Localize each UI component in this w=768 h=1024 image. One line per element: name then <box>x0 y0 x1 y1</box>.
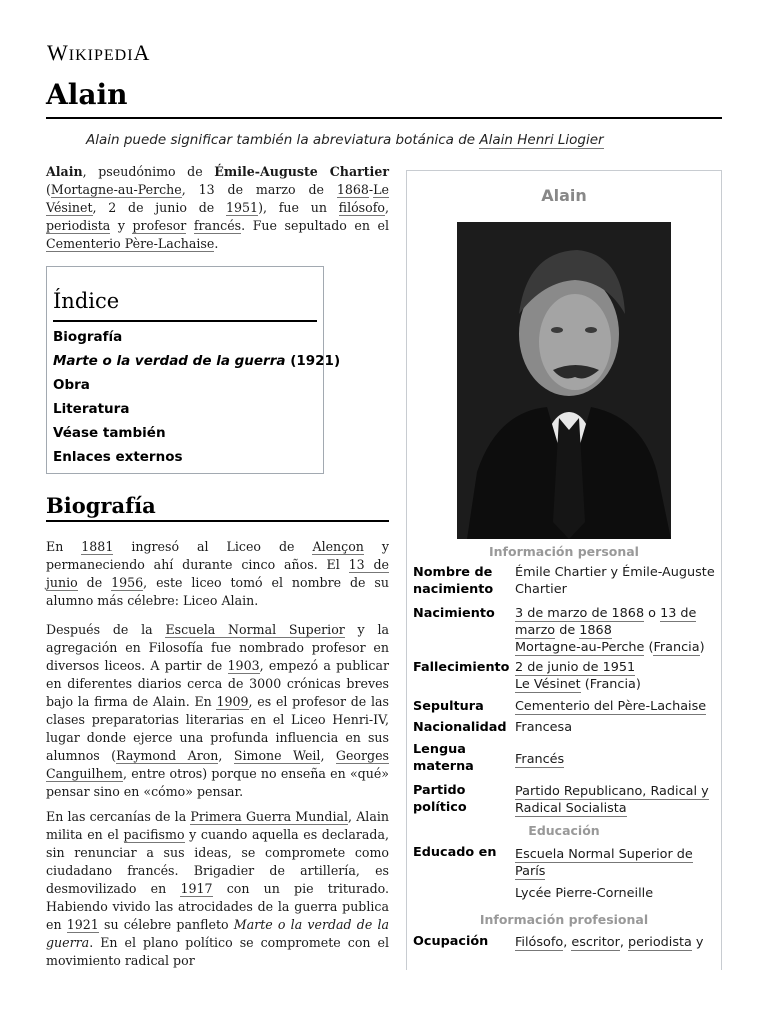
link-sepultura[interactable]: Cementerio del Père-Lachaise <box>515 699 707 714</box>
link-1956[interactable]: 1956 <box>111 575 144 590</box>
toc-item-vease-tambien[interactable]: Véase también <box>53 425 166 441</box>
link-nacimiento-fecha[interactable]: 3 de marzo de 1868 <box>515 606 645 621</box>
link-escuela-normal[interactable]: Escuela Normal Superior <box>165 622 345 637</box>
value-nacionalidad: Francesa <box>515 720 573 735</box>
value-nombre: Émile Chartier y Émile-Auguste Chartier <box>515 565 715 597</box>
label-lengua: Lengua materna <box>413 742 474 774</box>
link-primera-guerra[interactable]: Primera Guerra Mundial <box>190 809 349 824</box>
link-francia[interactable]: Francia <box>653 640 700 655</box>
link-1868[interactable]: 1868 <box>336 182 369 197</box>
infobox-section-educacion: Educación <box>528 823 600 838</box>
value-sepultura <box>515 698 715 715</box>
link-le-vesinet[interactable]: Le Vésinet <box>46 182 389 215</box>
link-13-de-junio[interactable]: 13 de junio <box>46 557 389 590</box>
link-le-vesinet-infobox[interactable]: Le Vésinet <box>515 677 581 692</box>
link-alencon[interactable]: Alençon <box>312 539 364 554</box>
portrait-image <box>457 222 671 539</box>
value-fallecimiento: 2 de junio de 1951 Le Vésinet (Francia) <box>515 660 641 692</box>
link-simone-weil[interactable]: Simone Weil <box>233 748 321 763</box>
label-educado: Educado en <box>413 845 497 860</box>
value-partido <box>515 783 715 817</box>
label-sepultura: Sepultura <box>413 699 484 714</box>
toc-item-biografia[interactable]: Biografía <box>53 329 123 345</box>
infobox-section-personal: Información personal <box>489 544 639 559</box>
section-divider <box>46 520 389 522</box>
link-periodista-infobox[interactable]: periodista <box>628 935 692 950</box>
label-ocupacion: Ocupación <box>413 934 489 949</box>
link-pacifismo[interactable]: pacifismo <box>123 827 185 842</box>
value-lengua <box>515 751 715 768</box>
link-1868-infobox[interactable]: 1868 <box>579 623 612 638</box>
link-frances-infobox[interactable]: Francés <box>515 752 565 767</box>
link-mortagne-infobox[interactable]: Mortagne-au-Perche <box>515 640 645 655</box>
table-of-contents <box>46 266 341 474</box>
infobox-title: Alain <box>541 186 587 205</box>
link-frances[interactable]: francés <box>193 218 242 233</box>
link-mortagne[interactable]: Mortagne-au-Perche <box>50 182 182 197</box>
label-nacimiento: Nacimiento <box>413 606 495 621</box>
link-1917[interactable]: 1917 <box>180 881 213 896</box>
link-1881[interactable]: 1881 <box>81 539 114 554</box>
label-partido: Partido político <box>413 783 467 815</box>
link-filosofo[interactable]: filósofo <box>338 200 385 215</box>
link-cementerio[interactable]: Cementerio Père-Lachaise <box>46 236 215 251</box>
infobox-section-profesional: Información profesional <box>479 912 649 927</box>
link-filosofo-infobox[interactable]: Filósofo <box>515 935 564 950</box>
link-13-de-marzo[interactable]: 13 de marzo <box>515 606 697 638</box>
infobox <box>406 170 722 970</box>
link-fallecimiento-fecha[interactable]: 2 de junio de 1951 <box>515 660 636 675</box>
hatnote: Alain puede significar también la abreviatura botánica de Alain Henri Liogier <box>86 132 604 148</box>
biografia-paragraph-3: En las cercanías de la Primera Guerra Mundial, Alain milita en el pacifismo y cuando aquella es declarada, sin renunciar a sus ideas, se compromete como ciudadano francés. Brigadier de artillería, es desmovilizado en 1917 con un pie triturado. Habiendo vivido las atrocidades de la guerra publica en 1921 su célebre panfleto Marte o la verdad de la guerra. En el plano político se compromete con el movimiento radical por <box>46 809 389 968</box>
page-title: Alain <box>46 78 128 111</box>
value-ocupacion: Filósofo, escritor, periodista y <box>515 935 704 950</box>
value-educado-2: Lycée Pierre-Corneille <box>515 886 654 901</box>
label-nombre: Nombre de nacimiento <box>413 565 494 597</box>
link-periodista[interactable]: periodista <box>46 218 111 233</box>
toc-title: Índice <box>53 289 120 313</box>
link-escuela-normal-infobox[interactable]: Escuela Normal Superior de París <box>515 847 693 879</box>
section-heading-biografia: Biografía <box>46 493 156 518</box>
toc-item-obra[interactable]: Obra <box>53 377 90 393</box>
toc-item-literatura[interactable]: Literatura <box>53 401 130 417</box>
link-1903[interactable]: 1903 <box>227 658 260 673</box>
toc-divider <box>53 320 317 322</box>
biografia-paragraph-1: En 1881 ingresó al Liceo de Alençon y permaneciendo ahí durante cinco años. El 13 de junio de 1956, este liceo tomó el nombre de su alumno más célebre: Liceo Alain. <box>46 539 389 608</box>
value-nacimiento: 3 de marzo de 1868 o 13 de marzo de 1868 Mortagne-au-Perche (Francia) <box>515 606 705 655</box>
link-georges-canguilhem[interactable]: Georges Canguilhem <box>46 748 389 781</box>
wikipedia-logo[interactable]: WIKIPEDIA <box>47 40 151 65</box>
value-educado-1 <box>515 846 715 880</box>
hatnote-link[interactable]: Alain Henri Liogier <box>479 132 604 148</box>
link-partido[interactable]: Partido Republicano, Radical y Radical Socialista <box>515 784 709 816</box>
toc-item-marte[interactable]: Marte o la verdad de la guerra (1921) <box>53 353 341 369</box>
label-nacionalidad: Nacionalidad <box>413 720 507 735</box>
label-fallecimiento: Fallecimiento <box>413 660 510 675</box>
link-raymond-aron[interactable]: Raymond Aron <box>116 748 219 763</box>
link-1909[interactable]: 1909 <box>216 694 249 709</box>
intro-paragraph: Alain, pseudónimo de Émile-Auguste Chartier (Mortagne-au-Perche, 13 de marzo de 1868-Le Vésinet, 2 de junio de 1951), fue un filósofo, periodista y profesor francés. Fue sepultado en el Cementerio Père-Lachaise. <box>46 164 389 251</box>
title-divider <box>46 117 722 119</box>
toc-item-enlaces-externos[interactable]: Enlaces externos <box>53 449 183 465</box>
link-profesor[interactable]: profesor <box>132 218 187 233</box>
link-1951[interactable]: 1951 <box>226 200 259 215</box>
link-1921[interactable]: 1921 <box>66 917 99 932</box>
portrait-photo[interactable] <box>457 222 671 539</box>
biografia-paragraph-2: Después de la Escuela Normal Superior y la agregación en Filosofía fue nombrado profesor en diversos liceos. A partir de 1903, empezó a publicar en diferentes diarios cerca de 3000 crónicas breves bajo la firma de Alain. En 1909, es el profesor de las clases preparatorias literarias en el Liceo Henri-IV, lugar donde ejerce una profunda influencia en sus alumnos (Raymond Aron, Simone Weil, Georges Canguilhem, entre otros) porque no enseña en «qué» pensar sino en «cómo» pensar. <box>46 622 389 799</box>
link-escritor[interactable]: escritor <box>571 935 620 950</box>
